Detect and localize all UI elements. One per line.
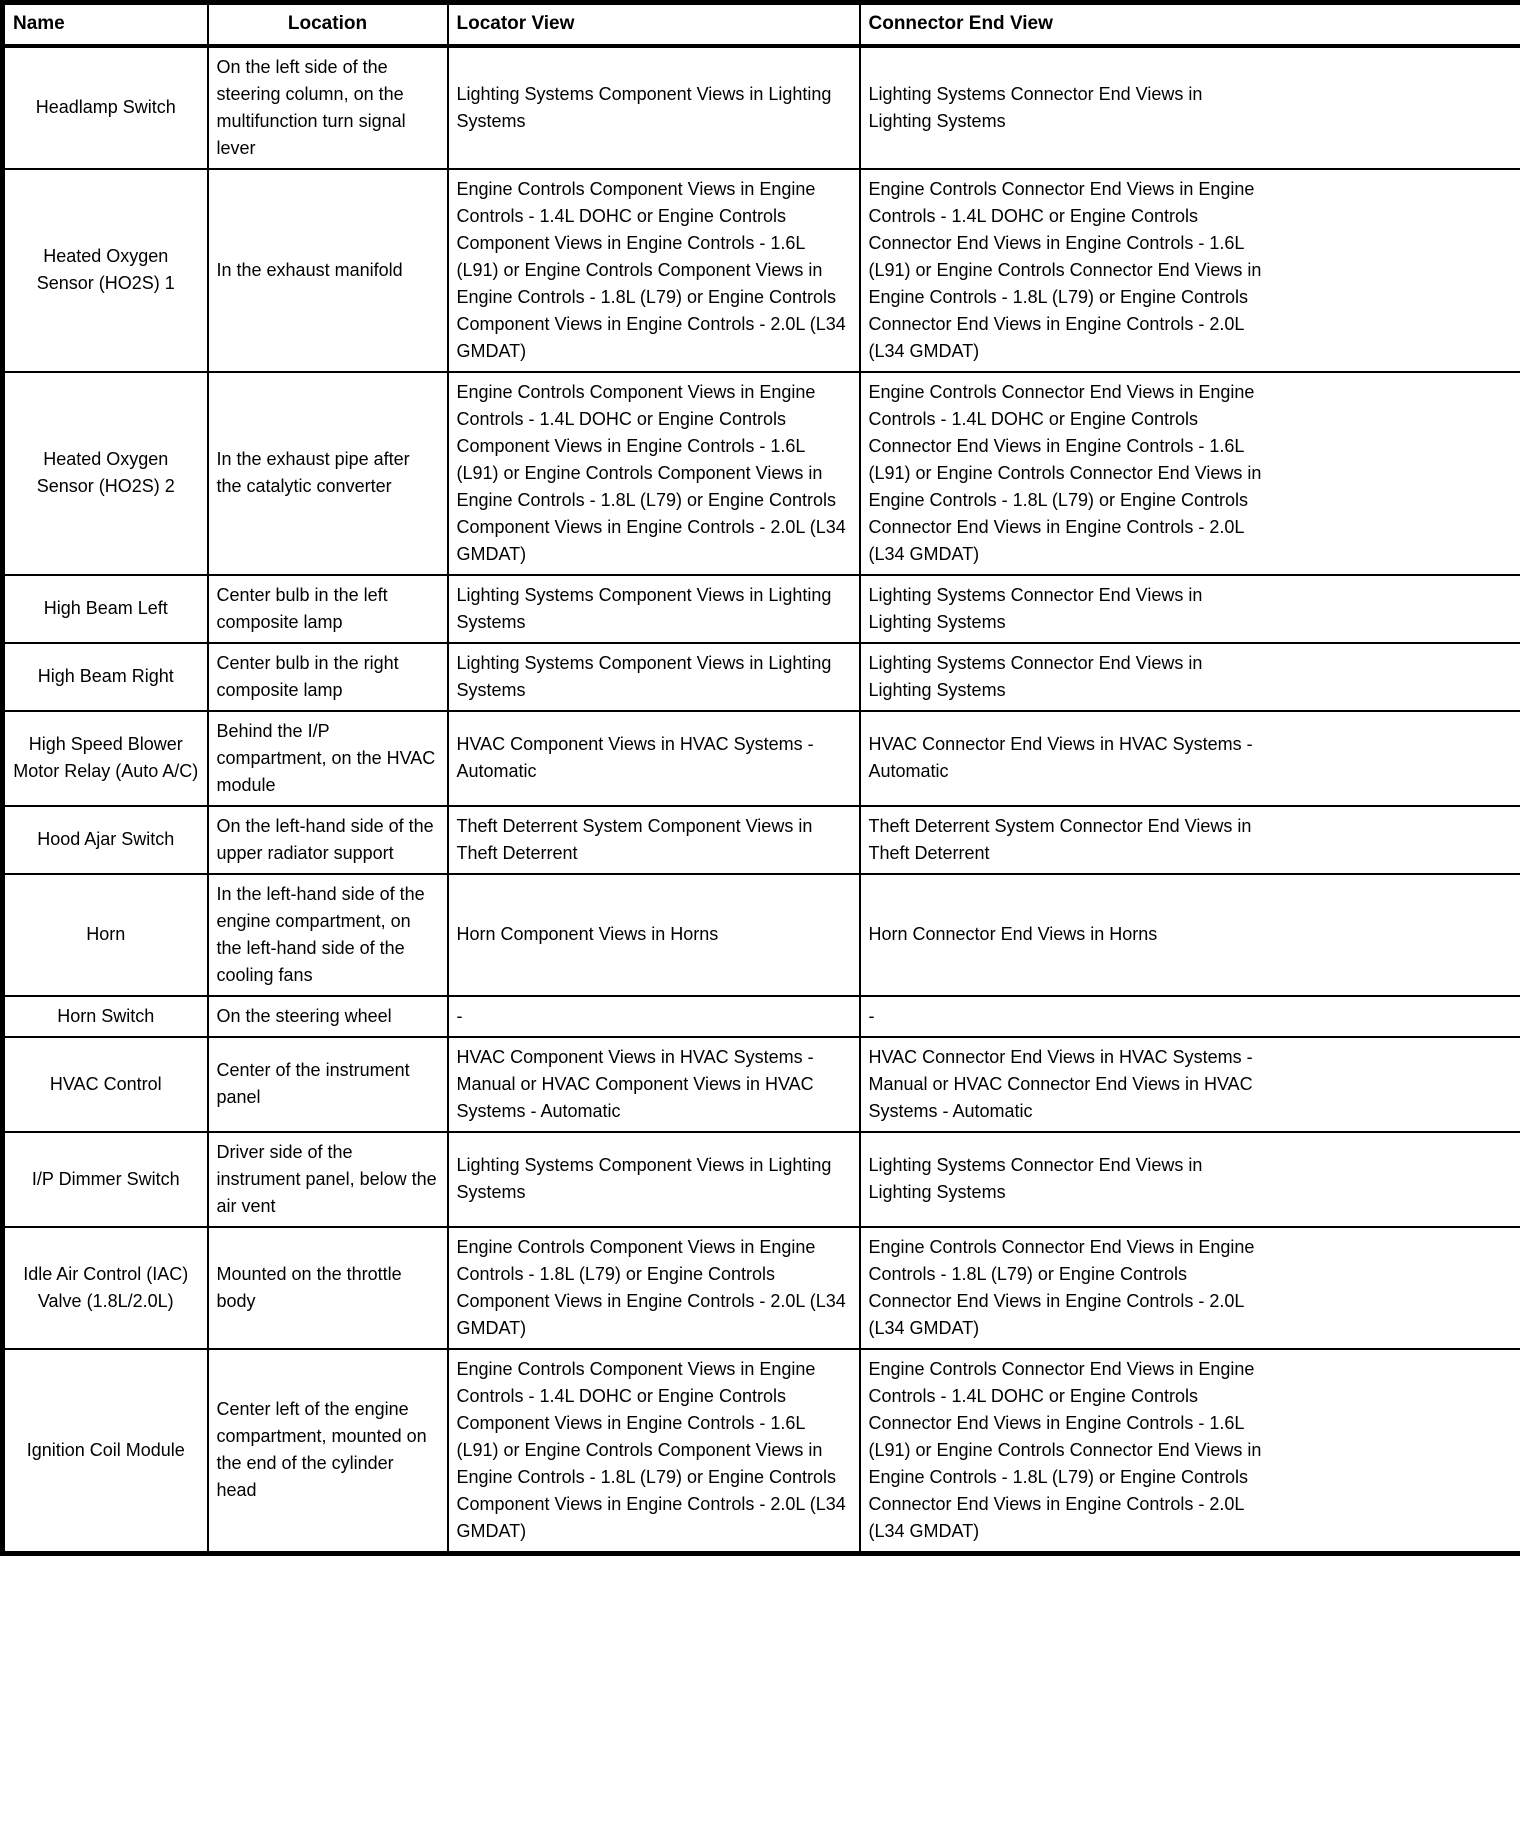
cell-name: Horn Switch (3, 996, 208, 1037)
table-row (3, 169, 1520, 372)
cell-connector-end-view (860, 372, 1520, 575)
cell-name: High Beam Left (3, 575, 208, 643)
cell-connector-end-view (860, 874, 1520, 996)
cell-connector-end-view (860, 643, 1520, 711)
cell-name: Idle Air Control (IAC) Valve (1.8L/2.0L) (3, 1227, 208, 1349)
cell-connector-end-view (860, 575, 1520, 643)
cell-connector-end-view-text: Lighting Systems Connector End Views in Lighting Systems (868, 83, 1203, 131)
cell-location: Center of the instrument panel (208, 1037, 448, 1132)
cell-connector-end-view (860, 1349, 1520, 1554)
cell-locator-view: Lighting Systems Component Views in Lighting Systems (448, 1132, 860, 1227)
cell-connector-end-view-text: Engine Controls Connector End Views in Engine Controls - 1.4L DOHC or Engine Controls Connector End Views in Engine Controls - 1.6L (L91) or Engine Controls Connector End Views in Engine Controls - 1.8L (L79) or Engine Controls Connector End Views in Engine Controls - 2.0L (L34 GMDAT) (868, 1358, 1262, 1541)
cell-name: Headlamp Switch (3, 46, 208, 169)
cell-name: Heated Oxygen Sensor (HO2S) 2 (3, 372, 208, 575)
table-row (3, 996, 1520, 1037)
table-row (3, 874, 1520, 996)
cell-locator-view: Engine Controls Component Views in Engine Controls - 1.8L (L79) or Engine Controls Component Views in Engine Controls - 2.0L (L34 GMDAT) (448, 1227, 860, 1349)
cell-location: Driver side of the instrument panel, below the air vent (208, 1132, 448, 1227)
cell-locator-view: Engine Controls Component Views in Engine Controls - 1.4L DOHC or Engine Controls Component Views in Engine Controls - 1.6L (L91) or Engine Controls Component Views in Engine Controls - 1.8L (L79) or Engine Controls Component Views in Engine Controls - 2.0L (L34 GMDAT) (448, 1349, 860, 1554)
cell-location: Center left of the engine compartment, mounted on the end of the cylinder head (208, 1349, 448, 1554)
cell-location: Center bulb in the left composite lamp (208, 575, 448, 643)
header-row (3, 3, 1520, 46)
cell-locator-view: Engine Controls Component Views in Engine Controls - 1.4L DOHC or Engine Controls Component Views in Engine Controls - 1.6L (L91) or Engine Controls Component Views in Engine Controls - 1.8L (L79) or Engine Controls Component Views in Engine Controls - 2.0L (L34 GMDAT) (448, 372, 860, 575)
table-row (3, 711, 1520, 806)
table-row (3, 643, 1520, 711)
cell-connector-end-view-text: Horn Connector End Views in Horns (868, 924, 1158, 944)
cell-locator-view: Horn Component Views in Horns (448, 874, 860, 996)
cell-name: HVAC Control (3, 1037, 208, 1132)
table-row (3, 575, 1520, 643)
cell-location: Center bulb in the right composite lamp (208, 643, 448, 711)
cell-name: I/P Dimmer Switch (3, 1132, 208, 1227)
cell-connector-end-view-text: Engine Controls Connector End Views in Engine Controls - 1.4L DOHC or Engine Controls Connector End Views in Engine Controls - 1.6L (L91) or Engine Controls Connector End Views in Engine Controls - 1.8L (L79) or Engine Controls Connector End Views in Engine Controls - 2.0L (L34 GMDAT) (868, 381, 1262, 564)
cell-connector-end-view-text: Theft Deterrent System Connector End Views in Theft Deterrent (868, 815, 1252, 863)
cell-locator-view: - (448, 996, 860, 1037)
cell-connector-end-view (860, 1037, 1520, 1132)
table-row (3, 806, 1520, 874)
table-row (3, 46, 1520, 169)
cell-connector-end-view (860, 996, 1520, 1037)
cell-location: On the steering wheel (208, 996, 448, 1037)
cell-connector-end-view (860, 1132, 1520, 1227)
cell-name: Heated Oxygen Sensor (HO2S) 1 (3, 169, 208, 372)
cell-locator-view: Lighting Systems Component Views in Lighting Systems (448, 643, 860, 711)
table-body (3, 46, 1520, 1554)
header-locator-view: Locator View (448, 3, 860, 46)
cell-connector-end-view-text: HVAC Connector End Views in HVAC Systems - Manual or HVAC Connector End Views in HVAC Systems - Automatic (868, 1046, 1253, 1121)
cell-location: In the exhaust pipe after the catalytic converter (208, 372, 448, 575)
cell-name: High Speed Blower Motor Relay (Auto A/C) (3, 711, 208, 806)
table-row (3, 372, 1520, 575)
cell-location: On the left-hand side of the upper radiator support (208, 806, 448, 874)
cell-connector-end-view-text: - (868, 1005, 875, 1026)
cell-connector-end-view-text: Lighting Systems Connector End Views in Lighting Systems (868, 652, 1203, 700)
table-row (3, 1227, 1520, 1349)
cell-name: High Beam Right (3, 643, 208, 711)
cell-locator-view: Lighting Systems Component Views in Lighting Systems (448, 575, 860, 643)
header-name: Name (3, 3, 208, 46)
cell-location: In the left-hand side of the engine compartment, on the left-hand side of the cooling fans (208, 874, 448, 996)
cell-connector-end-view (860, 806, 1520, 874)
cell-connector-end-view (860, 711, 1520, 806)
cell-connector-end-view (860, 46, 1520, 169)
cell-connector-end-view-text: Lighting Systems Connector End Views in Lighting Systems (868, 584, 1203, 632)
cell-connector-end-view (860, 1227, 1520, 1349)
table-row (3, 1132, 1520, 1227)
cell-name: Horn (3, 874, 208, 996)
cell-location: In the exhaust manifold (208, 169, 448, 372)
table-row (3, 1037, 1520, 1132)
cell-locator-view: HVAC Component Views in HVAC Systems - Automatic (448, 711, 860, 806)
cell-location: Mounted on the throttle body (208, 1227, 448, 1349)
table-row (3, 1349, 1520, 1554)
cell-locator-view: HVAC Component Views in HVAC Systems - Manual or HVAC Component Views in HVAC Systems - Automatic (448, 1037, 860, 1132)
cell-connector-end-view-text: HVAC Connector End Views in HVAC Systems - Automatic (868, 734, 1253, 781)
cell-locator-view: Theft Deterrent System Component Views in Theft Deterrent (448, 806, 860, 874)
cell-connector-end-view-text: Engine Controls Connector End Views in Engine Controls - 1.8L (L79) or Engine Controls Connector End Views in Engine Controls - 2.0L (L34 GMDAT) (868, 1236, 1255, 1338)
cell-name: Hood Ajar Switch (3, 806, 208, 874)
cell-connector-end-view-text: Engine Controls Connector End Views in Engine Controls - 1.4L DOHC or Engine Controls Connector End Views in Engine Controls - 1.6L (L91) or Engine Controls Connector End Views in Engine Controls - 1.8L (L79) or Engine Controls Connector End Views in Engine Controls - 2.0L (L34 GMDAT) (868, 178, 1262, 361)
header-connector-end-view: Connector End View (860, 3, 1520, 46)
header-location: Location (208, 3, 448, 46)
cell-locator-view: Engine Controls Component Views in Engine Controls - 1.4L DOHC or Engine Controls Component Views in Engine Controls - 1.6L (L91) or Engine Controls Component Views in Engine Controls - 1.8L (L79) or Engine Controls Component Views in Engine Controls - 2.0L (L34 GMDAT) (448, 169, 860, 372)
cell-connector-end-view-text: Lighting Systems Connector End Views in Lighting Systems (868, 1155, 1203, 1202)
cell-name: Ignition Coil Module (3, 1349, 208, 1554)
cell-location: Behind the I/P compartment, on the HVAC module (208, 711, 448, 806)
cell-locator-view: Lighting Systems Component Views in Lighting Systems (448, 46, 860, 169)
cell-location: On the left side of the steering column, on the multifunction turn signal lever (208, 46, 448, 169)
cell-connector-end-view (860, 169, 1520, 372)
